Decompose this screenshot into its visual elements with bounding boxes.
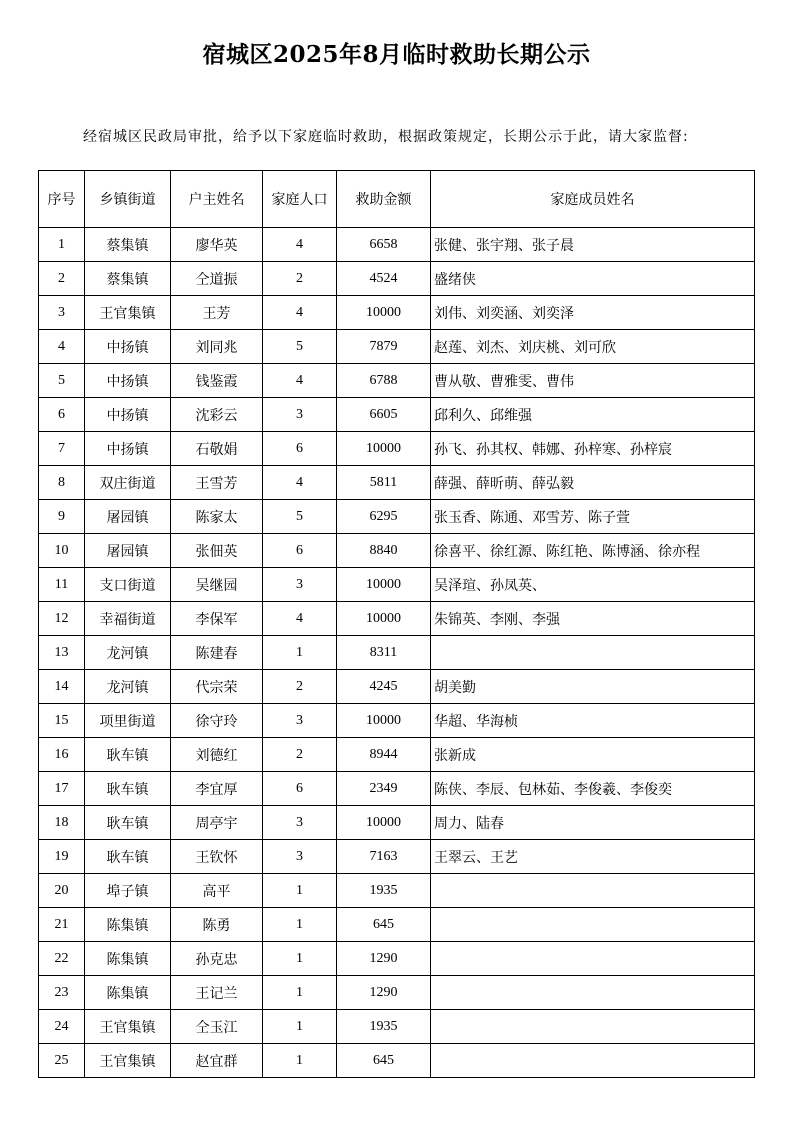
cell-amount: 5811 bbox=[337, 466, 431, 500]
cell-householder: 陈勇 bbox=[171, 908, 263, 942]
cell-householder: 陈建春 bbox=[171, 636, 263, 670]
cell-amount: 7879 bbox=[337, 330, 431, 364]
table-row bbox=[39, 228, 755, 262]
cell-members: 孙飞、孙其权、韩娜、孙梓寒、孙梓宸 bbox=[431, 432, 755, 466]
cell-family-size: 1 bbox=[263, 1044, 337, 1078]
cell-householder: 石敬娟 bbox=[171, 432, 263, 466]
cell-index: 5 bbox=[39, 364, 85, 398]
cell-family-size: 1 bbox=[263, 1010, 337, 1044]
header-householder: 户主姓名 bbox=[171, 171, 263, 228]
table-row bbox=[39, 364, 755, 398]
cell-family-size: 5 bbox=[263, 330, 337, 364]
cell-amount: 6788 bbox=[337, 364, 431, 398]
cell-family-size: 4 bbox=[263, 466, 337, 500]
cell-members bbox=[431, 1044, 755, 1078]
cell-index: 11 bbox=[39, 568, 85, 602]
cell-amount: 10000 bbox=[337, 602, 431, 636]
cell-family-size: 3 bbox=[263, 806, 337, 840]
table-row bbox=[39, 534, 755, 568]
table-row bbox=[39, 670, 755, 704]
cell-township: 耿车镇 bbox=[85, 840, 171, 874]
page-title: 宿城区2025年8月临时救助长期公示 bbox=[202, 41, 591, 68]
cell-township: 幸福街道 bbox=[85, 602, 171, 636]
cell-township: 屠园镇 bbox=[85, 534, 171, 568]
cell-amount: 2349 bbox=[337, 772, 431, 806]
cell-family-size: 2 bbox=[263, 738, 337, 772]
cell-township: 项里街道 bbox=[85, 704, 171, 738]
cell-index: 16 bbox=[39, 738, 85, 772]
cell-family-size: 4 bbox=[263, 364, 337, 398]
cell-members bbox=[431, 908, 755, 942]
cell-amount: 10000 bbox=[337, 296, 431, 330]
cell-index: 25 bbox=[39, 1044, 85, 1078]
cell-members: 朱锦英、李刚、李强 bbox=[431, 602, 755, 636]
table-row bbox=[39, 908, 755, 942]
cell-township: 陈集镇 bbox=[85, 908, 171, 942]
cell-township: 王官集镇 bbox=[85, 1044, 171, 1078]
cell-householder: 王钦怀 bbox=[171, 840, 263, 874]
cell-members: 盛绪侠 bbox=[431, 262, 755, 296]
cell-members bbox=[431, 1010, 755, 1044]
table-row bbox=[39, 704, 755, 738]
cell-amount: 10000 bbox=[337, 704, 431, 738]
cell-index: 14 bbox=[39, 670, 85, 704]
cell-amount: 645 bbox=[337, 908, 431, 942]
table-row bbox=[39, 500, 755, 534]
cell-index: 6 bbox=[39, 398, 85, 432]
cell-members: 华超、华海桢 bbox=[431, 704, 755, 738]
cell-members: 张健、张宇翔、张子晨 bbox=[431, 228, 755, 262]
header-members: 家庭成员姓名 bbox=[431, 171, 755, 228]
table-row bbox=[39, 840, 755, 874]
table-row bbox=[39, 398, 755, 432]
cell-amount: 7163 bbox=[337, 840, 431, 874]
cell-amount: 1290 bbox=[337, 976, 431, 1010]
cell-family-size: 1 bbox=[263, 908, 337, 942]
cell-township: 中扬镇 bbox=[85, 432, 171, 466]
cell-householder: 王记兰 bbox=[171, 976, 263, 1010]
cell-members bbox=[431, 874, 755, 908]
cell-members: 邱利久、邱维强 bbox=[431, 398, 755, 432]
cell-family-size: 5 bbox=[263, 500, 337, 534]
cell-members: 赵莲、刘杰、刘庆桃、刘可欣 bbox=[431, 330, 755, 364]
cell-amount: 10000 bbox=[337, 568, 431, 602]
cell-index: 24 bbox=[39, 1010, 85, 1044]
cell-index: 18 bbox=[39, 806, 85, 840]
cell-amount: 645 bbox=[337, 1044, 431, 1078]
cell-members: 吴泽瑄、孙凤英、 bbox=[431, 568, 755, 602]
cell-township: 双庄街道 bbox=[85, 466, 171, 500]
cell-family-size: 1 bbox=[263, 942, 337, 976]
cell-township: 支口街道 bbox=[85, 568, 171, 602]
cell-members: 周力、陆春 bbox=[431, 806, 755, 840]
cell-members bbox=[431, 976, 755, 1010]
cell-township: 耿车镇 bbox=[85, 806, 171, 840]
cell-township: 王官集镇 bbox=[85, 296, 171, 330]
table-row bbox=[39, 296, 755, 330]
cell-members: 王翠云、王艺 bbox=[431, 840, 755, 874]
cell-amount: 4524 bbox=[337, 262, 431, 296]
table-row bbox=[39, 466, 755, 500]
cell-index: 8 bbox=[39, 466, 85, 500]
cell-members: 刘伟、刘奕涵、刘奕泽 bbox=[431, 296, 755, 330]
cell-index: 9 bbox=[39, 500, 85, 534]
cell-members: 张玉香、陈通、邓雪芳、陈子萱 bbox=[431, 500, 755, 534]
cell-township: 耿车镇 bbox=[85, 738, 171, 772]
cell-family-size: 3 bbox=[263, 704, 337, 738]
cell-township: 王官集镇 bbox=[85, 1010, 171, 1044]
cell-amount: 10000 bbox=[337, 806, 431, 840]
cell-householder: 王芳 bbox=[171, 296, 263, 330]
cell-members: 张新成 bbox=[431, 738, 755, 772]
cell-index: 20 bbox=[39, 874, 85, 908]
table-row bbox=[39, 636, 755, 670]
cell-members: 胡美勤 bbox=[431, 670, 755, 704]
table-header-row bbox=[39, 171, 755, 228]
cell-family-size: 1 bbox=[263, 976, 337, 1010]
table-row bbox=[39, 262, 755, 296]
cell-family-size: 2 bbox=[263, 670, 337, 704]
cell-householder: 刘同兆 bbox=[171, 330, 263, 364]
cell-amount: 8944 bbox=[337, 738, 431, 772]
cell-index: 3 bbox=[39, 296, 85, 330]
cell-amount: 1935 bbox=[337, 874, 431, 908]
cell-township: 耿车镇 bbox=[85, 772, 171, 806]
cell-amount: 1935 bbox=[337, 1010, 431, 1044]
cell-index: 13 bbox=[39, 636, 85, 670]
cell-township: 龙河镇 bbox=[85, 636, 171, 670]
cell-householder: 廖华英 bbox=[171, 228, 263, 262]
intro-text: 经宿城区民政局审批，给予以下家庭临时救助，根据政策规定，长期公示于此，请大家监督: bbox=[83, 129, 689, 145]
cell-index: 1 bbox=[39, 228, 85, 262]
cell-householder: 王雪芳 bbox=[171, 466, 263, 500]
cell-family-size: 2 bbox=[263, 262, 337, 296]
cell-index: 19 bbox=[39, 840, 85, 874]
cell-householder: 吴继园 bbox=[171, 568, 263, 602]
cell-family-size: 3 bbox=[263, 398, 337, 432]
cell-householder: 沈彩云 bbox=[171, 398, 263, 432]
cell-householder: 李保军 bbox=[171, 602, 263, 636]
cell-township: 中扬镇 bbox=[85, 398, 171, 432]
header-township: 乡镇街道 bbox=[85, 171, 171, 228]
cell-householder: 张佃英 bbox=[171, 534, 263, 568]
cell-index: 22 bbox=[39, 942, 85, 976]
table-row bbox=[39, 432, 755, 466]
table-row bbox=[39, 976, 755, 1010]
cell-amount: 8311 bbox=[337, 636, 431, 670]
cell-township: 埠子镇 bbox=[85, 874, 171, 908]
cell-members: 徐喜平、徐红源、陈红艳、陈博涵、徐亦程 bbox=[431, 534, 755, 568]
cell-index: 7 bbox=[39, 432, 85, 466]
cell-index: 21 bbox=[39, 908, 85, 942]
cell-family-size: 4 bbox=[263, 228, 337, 262]
cell-householder: 陈家太 bbox=[171, 500, 263, 534]
cell-index: 2 bbox=[39, 262, 85, 296]
header-family-size: 家庭人口 bbox=[263, 171, 337, 228]
relief-table bbox=[38, 170, 755, 1078]
table-row bbox=[39, 330, 755, 364]
table-row bbox=[39, 568, 755, 602]
table-row bbox=[39, 602, 755, 636]
cell-family-size: 6 bbox=[263, 432, 337, 466]
cell-householder: 徐守玲 bbox=[171, 704, 263, 738]
cell-members bbox=[431, 942, 755, 976]
cell-householder: 赵宜群 bbox=[171, 1044, 263, 1078]
header-index: 序号 bbox=[39, 171, 85, 228]
cell-township: 陈集镇 bbox=[85, 976, 171, 1010]
table-row bbox=[39, 942, 755, 976]
cell-members: 陈侠、李辰、包林茹、李俊羲、李俊奕 bbox=[431, 772, 755, 806]
cell-index: 10 bbox=[39, 534, 85, 568]
cell-amount: 6658 bbox=[337, 228, 431, 262]
table-row bbox=[39, 1044, 755, 1078]
cell-householder: 孙克忠 bbox=[171, 942, 263, 976]
cell-family-size: 1 bbox=[263, 874, 337, 908]
table-row bbox=[39, 1010, 755, 1044]
cell-householder: 仝道振 bbox=[171, 262, 263, 296]
cell-amount: 10000 bbox=[337, 432, 431, 466]
cell-township: 龙河镇 bbox=[85, 670, 171, 704]
cell-householder: 高平 bbox=[171, 874, 263, 908]
cell-amount: 4245 bbox=[337, 670, 431, 704]
table-row bbox=[39, 874, 755, 908]
cell-family-size: 3 bbox=[263, 568, 337, 602]
table-row bbox=[39, 738, 755, 772]
cell-members bbox=[431, 636, 755, 670]
cell-township: 中扬镇 bbox=[85, 364, 171, 398]
cell-family-size: 3 bbox=[263, 840, 337, 874]
cell-householder: 仝玉江 bbox=[171, 1010, 263, 1044]
cell-township: 屠园镇 bbox=[85, 500, 171, 534]
cell-index: 12 bbox=[39, 602, 85, 636]
cell-township: 蔡集镇 bbox=[85, 228, 171, 262]
cell-members: 薛强、薛昕萌、薛弘毅 bbox=[431, 466, 755, 500]
cell-amount: 6605 bbox=[337, 398, 431, 432]
cell-amount: 6295 bbox=[337, 500, 431, 534]
header-amount: 救助金额 bbox=[337, 171, 431, 228]
cell-family-size: 4 bbox=[263, 602, 337, 636]
table-row bbox=[39, 772, 755, 806]
cell-householder: 代宗荣 bbox=[171, 670, 263, 704]
cell-index: 4 bbox=[39, 330, 85, 364]
cell-amount: 8840 bbox=[337, 534, 431, 568]
table-row bbox=[39, 806, 755, 840]
cell-township: 陈集镇 bbox=[85, 942, 171, 976]
cell-index: 23 bbox=[39, 976, 85, 1010]
cell-township: 蔡集镇 bbox=[85, 262, 171, 296]
cell-index: 17 bbox=[39, 772, 85, 806]
cell-family-size: 6 bbox=[263, 534, 337, 568]
cell-family-size: 1 bbox=[263, 636, 337, 670]
cell-householder: 周亭宇 bbox=[171, 806, 263, 840]
cell-householder: 刘德红 bbox=[171, 738, 263, 772]
cell-index: 15 bbox=[39, 704, 85, 738]
cell-members: 曹从敬、曹雅雯、曹伟 bbox=[431, 364, 755, 398]
cell-householder: 李宜厚 bbox=[171, 772, 263, 806]
cell-householder: 钱鉴霞 bbox=[171, 364, 263, 398]
cell-family-size: 4 bbox=[263, 296, 337, 330]
cell-township: 中扬镇 bbox=[85, 330, 171, 364]
cell-family-size: 6 bbox=[263, 772, 337, 806]
cell-amount: 1290 bbox=[337, 942, 431, 976]
